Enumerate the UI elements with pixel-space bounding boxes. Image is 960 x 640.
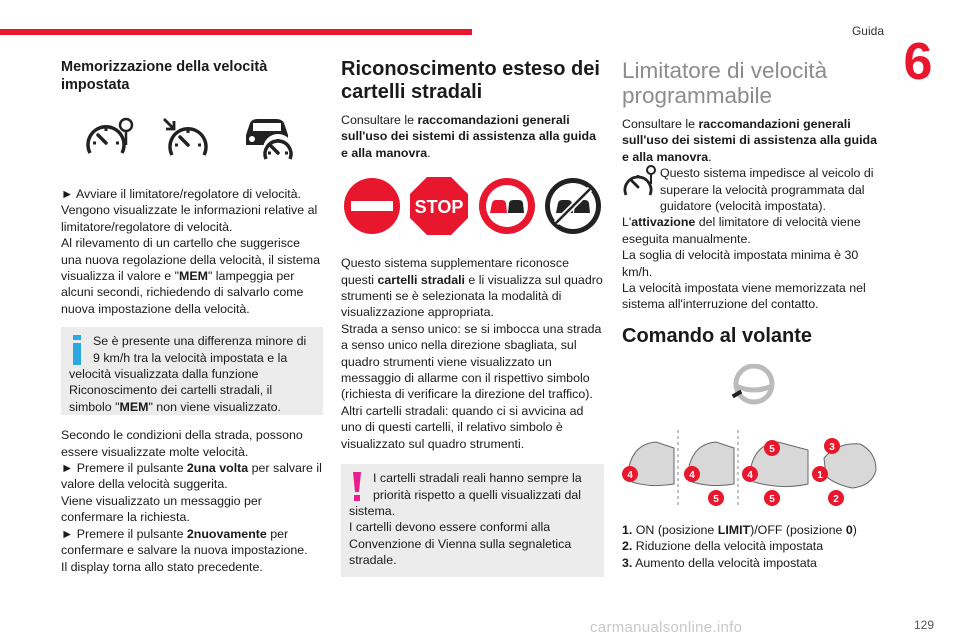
warning-note (341, 464, 604, 576)
no-overtaking-sign-icon (478, 177, 536, 235)
page-number: 129 (913, 618, 934, 632)
heading-memorization: Memorizzazione della velocità impostata (61, 59, 268, 93)
cruise-stalk-diagram (622, 428, 884, 508)
section-label: Guida (851, 24, 884, 38)
col2-para1: Questo sistema supplementare riconosce questi cartelli stradali e li visualizza sul quadro strumenti se è selezionata la modalità di visualizzazione appropriata. (341, 256, 603, 320)
cruise-control-icon (162, 117, 214, 163)
col3-intro: Consultare le raccomandazioni generali sull'uso dei sistemi di assistenza alla guida e alla manovra. (622, 117, 877, 164)
svg-text:4: 4 (689, 469, 695, 481)
col1-para1a: ► Avviare il limitatore/regolatore di velocità. (61, 187, 301, 201)
watermark: carmanualsonline.info (590, 619, 743, 636)
col1-para2d: ► Premere il pulsante 2nuovamente per confermare e salvare la nuova impostazione. (61, 526, 308, 558)
svg-text:1: 1 (817, 469, 823, 481)
col1-para2a: Secondo le condizioni della strada, possono essere visualizzate molte velocità. (61, 428, 303, 459)
heading-steering-control: Comando al volante (622, 324, 813, 347)
svg-text:4: 4 (747, 469, 753, 481)
heading-speed-limiter: Limitatore di velocità programmabile (622, 58, 828, 108)
svg-text:3: 3 (829, 441, 835, 453)
heading-traffic-signs: Riconoscimento esteso dei cartelli stradali (341, 58, 600, 103)
info-icon (69, 335, 85, 365)
col1-para1c: Al rilevamento di un cartello che suggerisce una nuova regolazione della velocità, il sistema visualizza il valore e "MEM" lampeggia per alcuni secondi, richiedendo di salvarlo come nuova impostazione della velocità. (61, 236, 320, 316)
info-note-text: Se è presente una differenza minore di 9 km/h tra la velocità impostata e la velocità visualizzata dalla funzione Riconoscimento dei cartelli stradali, il simbolo "MEM" non viene visualizzato. (69, 334, 307, 414)
warning-note-text-b: I cartelli devono essere conformi alla Convenzione di Vienna sulla segnaletica stradale. (349, 520, 572, 568)
legend-item-2: 2. Riduzione della velocità impostata (622, 539, 824, 554)
control-legend-list (622, 522, 884, 571)
speed-limiter-icon (84, 117, 136, 163)
info-note (61, 327, 323, 415)
svg-text:4: 4 (627, 469, 633, 481)
steering-wheel-icon (728, 364, 778, 410)
col3-para-b: L'attivazione del limitatore di velocità viene eseguita manualmente. (622, 215, 861, 246)
svg-text:STOP: STOP (414, 197, 464, 218)
col3-para-d: La velocità impostata viene memorizzata nel sistema all'interruzione del contatto. (622, 281, 866, 312)
chapter-number: 6 (903, 33, 933, 91)
col1-para1b: Vengono visualizzate le informazioni relative al limitatore/regolatore di velocità. (61, 203, 318, 234)
legend-item-1: 1. ON (posizione LIMIT)/OFF (posizione 0) (622, 522, 857, 537)
steering-controls-illustration (622, 428, 884, 508)
col1-para2c: Viene visualizzato un messaggio per confermare la richiesta. (61, 493, 262, 525)
speed-limiter-small-icon (622, 165, 656, 199)
column-speed-limiter (622, 58, 884, 571)
stop-sign-icon (409, 176, 469, 236)
column-traffic-sign-recognition (341, 58, 604, 589)
col3-para-c: La soglia di velocità impostata minima è 30 km/h. (622, 248, 859, 279)
speed-icons-row (61, 108, 323, 172)
legend-item-3: 3. Aumento della velocità impostata (622, 555, 817, 570)
top-accent-bar (0, 29, 472, 35)
col3-para-a: Questo sistema impedisce al veicolo di superare la velocità programmata dal guidatore (velocità impostata). (660, 166, 874, 214)
col1-para2b: ► Premere il pulsante 2una volta per salvare il valore della velocità suggerita. (61, 461, 322, 492)
col1-para2e: Il display torna allo stato precedente. (61, 559, 263, 574)
warning-note-text-a: I cartelli stradali reali hanno sempre la priorità rispetto a quelli visualizzati dal sistema. (349, 471, 582, 518)
svg-text:5: 5 (713, 493, 719, 505)
svg-text:2: 2 (833, 493, 839, 505)
adaptive-cruise-icon (240, 115, 300, 165)
column-speed-memorization (61, 58, 323, 575)
svg-text:5: 5 (769, 493, 775, 505)
svg-text:5: 5 (769, 443, 775, 455)
no-entry-sign-icon (343, 177, 401, 235)
end-no-overtaking-sign-icon (544, 177, 602, 235)
col2-para1e: Altri cartelli stradali: quando ci si avvicina ad uno di questi cartelli, il relativo simbolo è visualizzato sul quadro strumenti. (341, 403, 584, 451)
steering-wheel-illustration (622, 364, 884, 410)
col2-intro: Consultare le raccomandazioni generali sull'uso dei sistemi di assistenza alla guida e alla manovra. (341, 113, 596, 160)
col2-para1d: Strada a senso unico: se si imbocca una strada a senso unico nella direzione sbagliata, sul quadro strumenti viene visualizzato un messaggio di allarme con il rispettivo simbolo (richiesta di verificare la direzione del traffico). (341, 321, 602, 402)
traffic-signs-row (341, 175, 604, 237)
warning-icon (349, 472, 365, 502)
